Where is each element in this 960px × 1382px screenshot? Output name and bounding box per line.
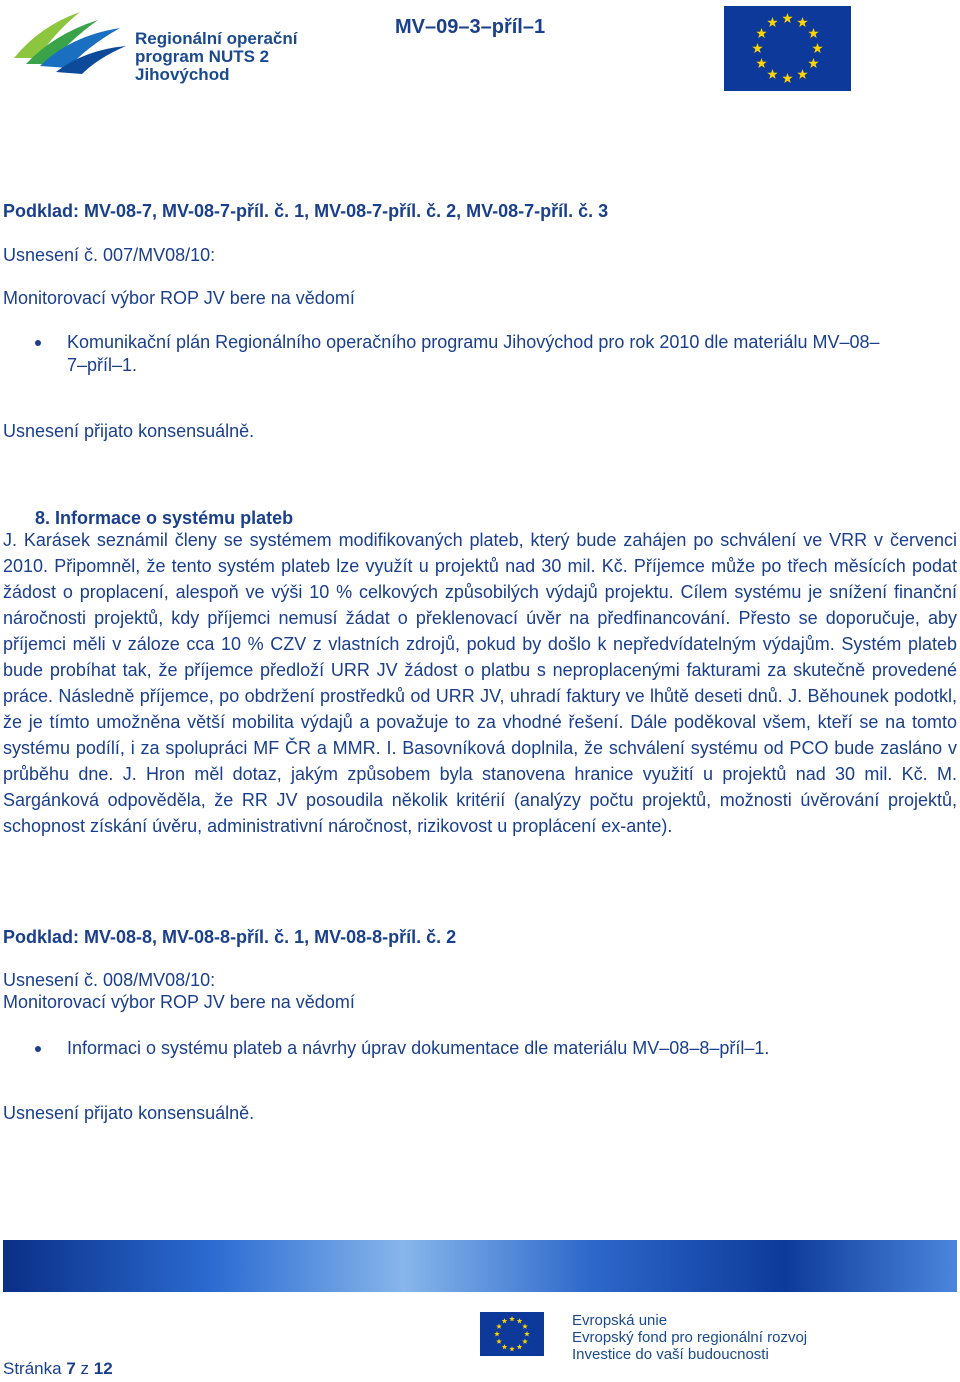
- bullet-1-line-2: 7–příl–1.: [67, 355, 138, 375]
- bullet-icon: [35, 1046, 41, 1052]
- page-label: Stránka: [3, 1359, 62, 1378]
- eu-logo-line-2: Evropský fond pro regionální rozvoj: [572, 1329, 808, 1346]
- eu-star-icon: [752, 43, 762, 53]
- rop-logo-swirl-icon: [10, 6, 130, 86]
- page-total: 12: [93, 1359, 113, 1378]
- eu-star-icon: [797, 69, 807, 79]
- eu-star-icon: [522, 1339, 528, 1344]
- eu-star-icon: [782, 73, 792, 83]
- eu-star-icon: [522, 1324, 528, 1329]
- usneseni-prijato-2: Usnesení přijato konsensuálně.: [3, 1103, 255, 1123]
- bullet-1-line-1: Komunikační plán Regionálního operačního programu Jihovýchod pro rok 2010 dle materiálu MV–08–: [67, 332, 880, 352]
- podklad-1: Podklad: MV-08-7, MV-08-7-příl. č. 1, MV-08-7-příl. č. 2, MV-08-7-příl. č. 3: [3, 201, 609, 221]
- eu-star-icon: [524, 1331, 530, 1336]
- usneseni-prijato-1: Usnesení přijato konsensuálně.: [3, 421, 255, 441]
- eu-fund-logo: [480, 1312, 880, 1362]
- list-item: [35, 1037, 955, 1061]
- eu-star-icon: [808, 28, 818, 38]
- bullet-icon: [35, 340, 41, 346]
- bullet-2-text: Informaci o systému plateb a návrhy úprav dokumentace dle materiálu MV–08–8–příl–1.: [67, 1038, 770, 1058]
- rop-logo: [10, 6, 310, 86]
- page-current: 7: [66, 1359, 76, 1378]
- podklad-2: Podklad: MV-08-8, MV-08-8-příl. č. 1, MV-08-8-příl. č. 2: [3, 927, 457, 947]
- eu-star-icon: [767, 17, 777, 27]
- list-item: [35, 331, 955, 377]
- footer-decorative-band: [3, 1240, 957, 1292]
- eu-star-icon: [756, 58, 766, 68]
- eu-logo-line-3: Investice do vaší budoucnosti: [572, 1346, 769, 1363]
- eu-flag-icon: [724, 6, 851, 91]
- eu-flag-small-icon: [480, 1312, 544, 1356]
- eu-star-icon: [517, 1344, 523, 1349]
- eu-star-icon: [502, 1344, 508, 1349]
- page-number: [3, 1359, 113, 1379]
- monitor-2-label: Monitorovací výbor ROP JV bere na vědomí: [3, 992, 355, 1012]
- document-code: MV–09–3–příl–1: [395, 16, 546, 38]
- rop-logo-line-1: Regionální operační: [135, 29, 298, 48]
- eu-star-icon: [756, 28, 766, 38]
- eu-star-icon: [767, 69, 777, 79]
- eu-star-icon: [509, 1316, 515, 1321]
- eu-star-icon: [517, 1318, 523, 1323]
- eu-star-icon: [502, 1318, 508, 1323]
- eu-star-icon: [812, 43, 822, 53]
- rop-logo-line-3: Jihovýchod: [135, 65, 230, 84]
- usneseni-1-label: Usnesení č. 007/MV08/10:: [3, 245, 216, 265]
- eu-star-icon: [494, 1331, 500, 1336]
- rop-logo-line-2: program NUTS 2: [135, 47, 270, 66]
- eu-logo-line-1: Evropská unie: [572, 1312, 668, 1329]
- monitor-1-label: Monitorovací výbor ROP JV bere na vědomí: [3, 288, 355, 308]
- section-paragraph: J. Karásek seznámil členy se systémem modifikovaných plateb, který bude zahájen po schválení ve VRR v červenci 2010. Připomněl, že tento systém plateb lze využít u projektů nad 30 mil. Kč. Příjemce může po třech měsících podat žádost o proplacení, alespoň ve výši 10 % celkových způsobilých výdajů projektu. Cílem systému je snížení finanční náročnosti projektů, kdy příjemci nemusí žádat o překlenovací úvěr na předfinancování. Přesto se doporučuje, aby příjemci měli v záloze cca 10 % CZV z vlastních zdrojů, pokud by došlo k nepředvídatelným výdajům. Systém plateb bude probíhat tak, že příjemce předloží URR JV žádost o platbu s neproplacenými fakturami za skutečně provedené práce. Následně příjemce, po obdržení prostředků od URR JV, uhradí faktury ve lhůtě deseti dnů. J. Běhounek podotkl, že je tímto umožněna větší mobilita výdajů a považuje to za vhodné řešení. Dále poděkoval všem, kteří se na tomto systému podílí, i za spolupráci MF ČR a MMR. I. Basovníková doplnila, že schválení systému od PCO bude zasláno v průběhu dne. J. Hron měl dotaz, jakým způsobem byla stanovena hranice využití u projektů nad 30 mil. Kč. M. Sargánková odpověděla, že RR JV posoudila několik kritérií (analýzy počtu projektů, možnosti úvěrování projektů, schopnost získání úvěru, administrativní náročnost, rizikovost u proplácení ex-ante).: [3, 530, 957, 836]
- eu-star-icon: [496, 1324, 502, 1329]
- eu-star-icon: [509, 1346, 515, 1351]
- usneseni-2-label: Usnesení č. 008/MV08/10:: [3, 970, 216, 990]
- eu-star-icon: [496, 1339, 502, 1344]
- eu-star-icon: [808, 58, 818, 68]
- section-heading: 8. Informace o systému plateb: [35, 508, 294, 528]
- eu-star-icon: [782, 13, 792, 23]
- page-of: z: [80, 1359, 90, 1378]
- eu-star-icon: [797, 17, 807, 27]
